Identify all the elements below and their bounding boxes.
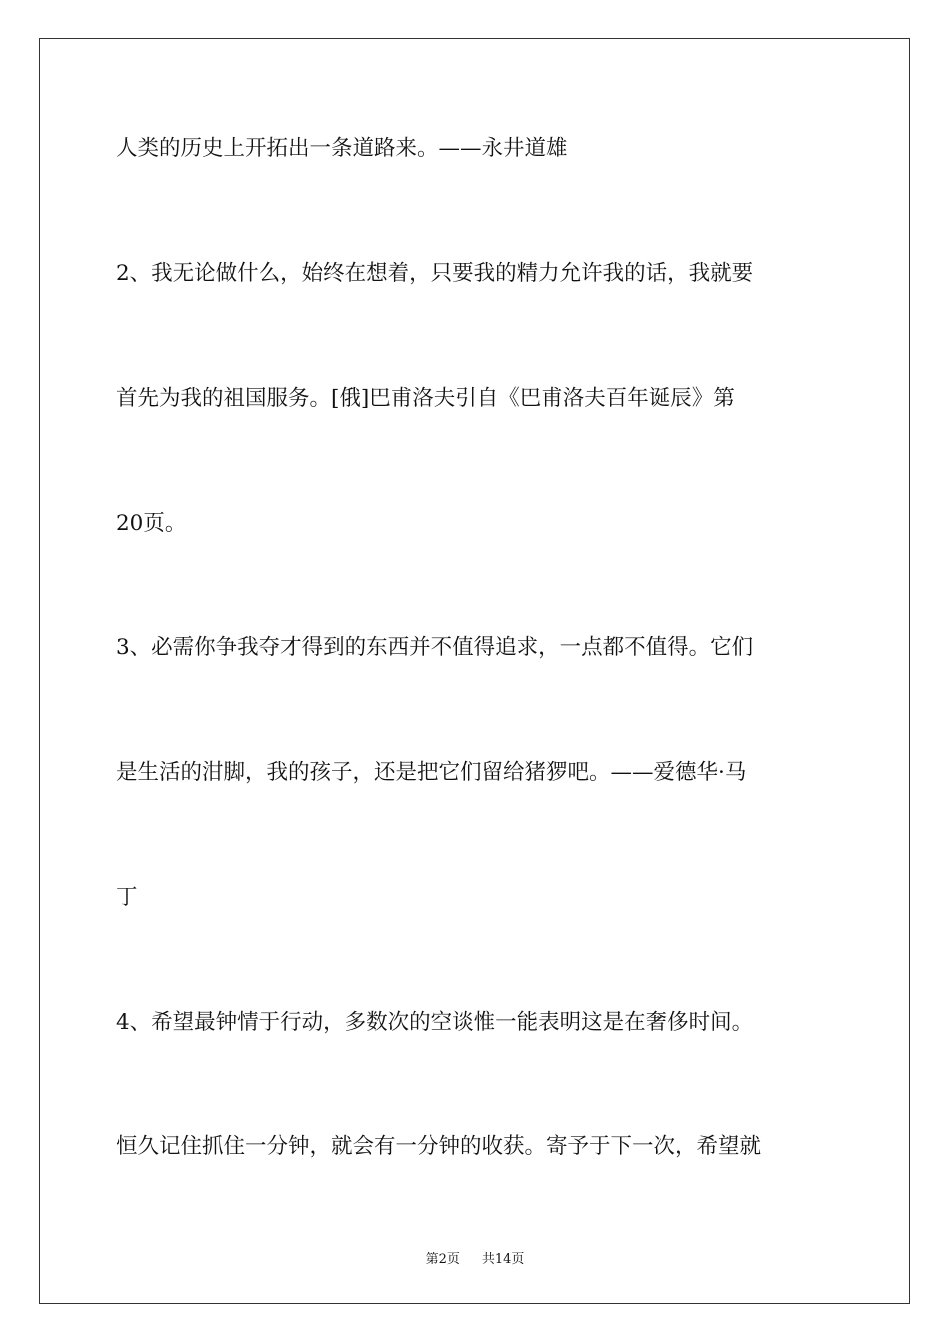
text-line-9: 恒久记住抓住一分钟，就会有一分钟的收获。寄予于下一次，希望就 <box>116 1134 762 1159</box>
text-line-4: 20页。 <box>116 511 187 536</box>
page-frame <box>39 38 910 1304</box>
page-footer <box>0 1248 950 1267</box>
text-line-6: 是生活的泔脚，我的孩子，还是把它们留给猪猡吧。——爱德华·马 <box>116 760 747 785</box>
text-line-7: 丁 <box>116 885 138 910</box>
page-number: 第2页 <box>425 1252 460 1267</box>
text-line-5: 3、必需你争我夺才得到的东西并不值得追求，一点都不值得。它们 <box>116 635 754 660</box>
text-line-8: 4、希望最钟情于行动，多数次的空谈惟一能表明这是在奢侈时间。 <box>116 1010 754 1035</box>
page-total: 共14页 <box>481 1252 525 1267</box>
text-line-1: 人类的历史上开拓出一条道路来。——永井道雄 <box>116 136 568 161</box>
text-line-2: 2、我无论做什么，始终在想着，只要我的精力允许我的话，我就要 <box>116 261 754 286</box>
text-line-3: 首先为我的祖国服务。[俄]巴甫洛夫引自《巴甫洛夫百年诞辰》第 <box>116 386 735 411</box>
